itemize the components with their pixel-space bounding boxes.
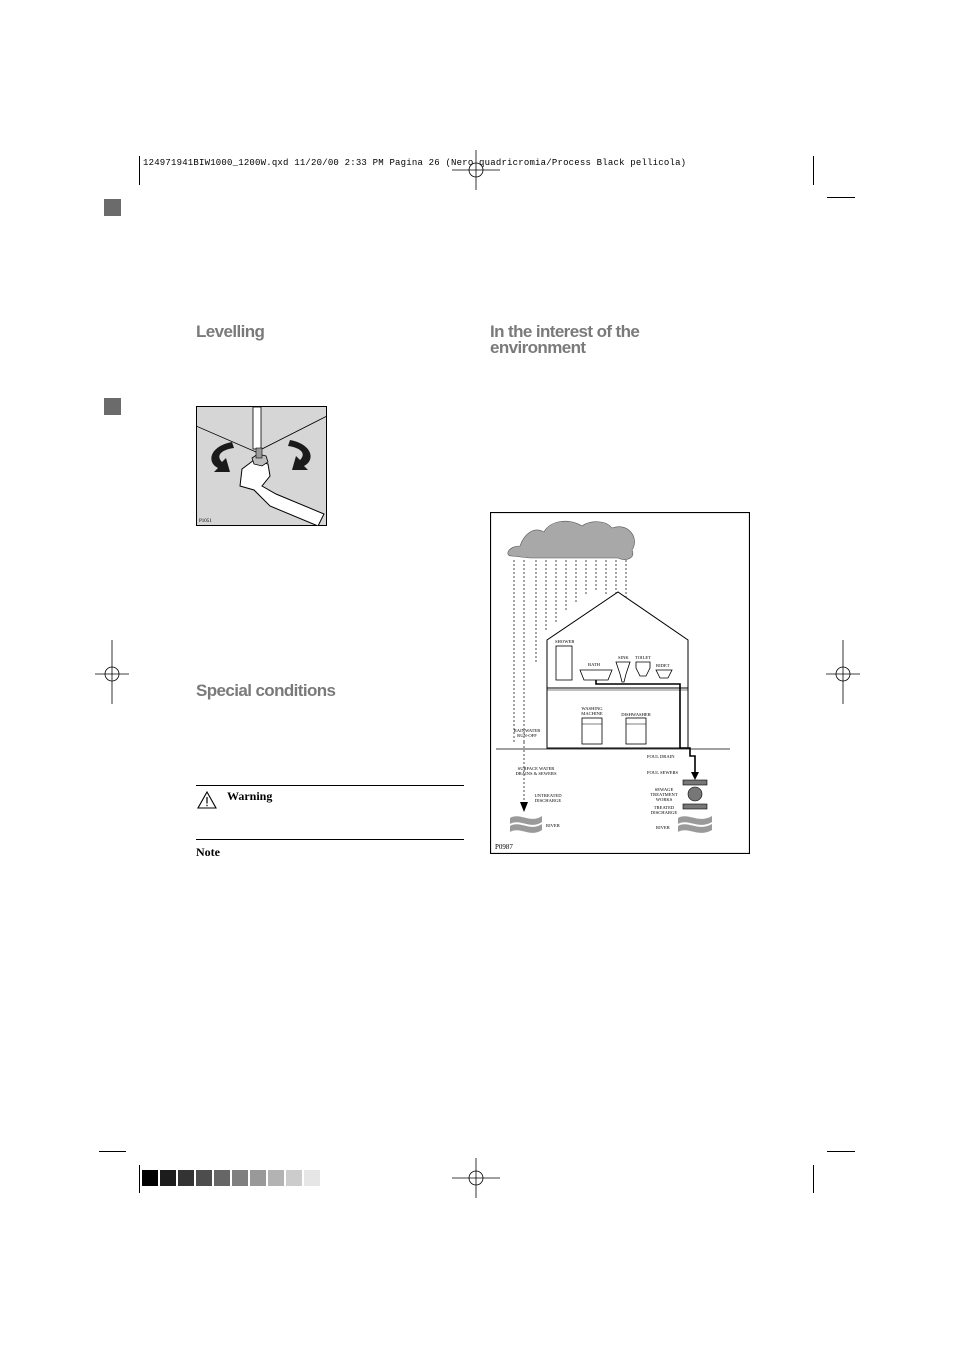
color-swatch [286, 1170, 302, 1186]
label-sink: SINK [618, 655, 629, 660]
note-label: Note [196, 845, 220, 859]
heading-environment-line2: environment [490, 338, 586, 357]
crop-mark [139, 1165, 140, 1193]
color-swatch [160, 1170, 176, 1186]
registration-mark-bottom [452, 1158, 500, 1198]
label-dishwasher: DISHWASHER [621, 712, 651, 717]
color-swatch [250, 1170, 266, 1186]
label-toilet: TOILET [635, 655, 651, 660]
label-shower: SHOWER [555, 639, 575, 644]
label-washing-machine-2: MACHINE [581, 711, 603, 716]
warning-rule-bottom [196, 839, 464, 840]
label-washing-machine-1: WASHING [581, 706, 603, 711]
label-river-left: RIVER [546, 823, 560, 828]
registration-mark-right [826, 640, 860, 704]
heading-environment [490, 324, 639, 356]
color-swatch [304, 1170, 320, 1186]
levelling-figure-code: P1051 [199, 519, 212, 524]
color-swatch [178, 1170, 194, 1186]
label-bath: BATH [588, 662, 600, 667]
label-river-right: RIVER [656, 825, 670, 830]
label-rainwater-2: RUN-OFF [517, 733, 537, 738]
warning-triangle-icon [197, 791, 217, 809]
environment-figure [490, 512, 750, 854]
crop-mark [813, 156, 814, 185]
color-swatch [196, 1170, 212, 1186]
color-swatch [232, 1170, 248, 1186]
label-treated-1: TREATED [653, 805, 675, 810]
levelling-figure [196, 406, 327, 526]
crop-mark [813, 1165, 814, 1193]
label-surface-water-2: DRAINS & SEWERS [515, 771, 557, 776]
heading-special-conditions: Special conditions [196, 681, 336, 700]
label-untreated-2: DISCHARGE [534, 798, 562, 803]
label-treated-2: DISCHARGE [650, 810, 678, 815]
crop-mark [827, 1151, 855, 1152]
slug-line: 124971941BIW1000_1200W.qxd 11/20/00 2:33 PM Pagina 26 (Nero quadricromia/Process Black pellicola) [143, 158, 687, 168]
label-surface-water-1: SURFACE WATER [517, 766, 555, 771]
label-sewage-1: SEWAGE [654, 787, 674, 792]
color-swatch [268, 1170, 284, 1186]
label-rainwater-1: RAINWATER [513, 728, 541, 733]
label-untreated-1: UNTREATED [534, 793, 562, 798]
crop-mark [139, 156, 140, 185]
label-sewage-2: TREATMENT [650, 792, 678, 797]
environment-figure-code: P0987 [495, 843, 513, 851]
crop-mark [99, 1151, 126, 1152]
warning-rule-top [196, 785, 464, 786]
page-marker [104, 398, 121, 415]
label-sewage-3: WORKS [655, 797, 673, 802]
color-swatch [142, 1170, 158, 1186]
color-swatch [214, 1170, 230, 1186]
registration-mark-top [452, 150, 500, 190]
crop-mark [827, 197, 855, 198]
warning-label: Warning [227, 789, 273, 803]
label-foul-drain: FOUL DRAIN [647, 754, 675, 759]
label-foul-sewers: FOUL SEWERS [647, 770, 679, 775]
registration-mark-left [95, 640, 129, 704]
page-marker [104, 199, 121, 216]
heading-levelling: Levelling [196, 322, 265, 341]
heading-environment-line1: In the interest of the [490, 322, 640, 341]
label-bidet: BIDET [656, 663, 670, 668]
